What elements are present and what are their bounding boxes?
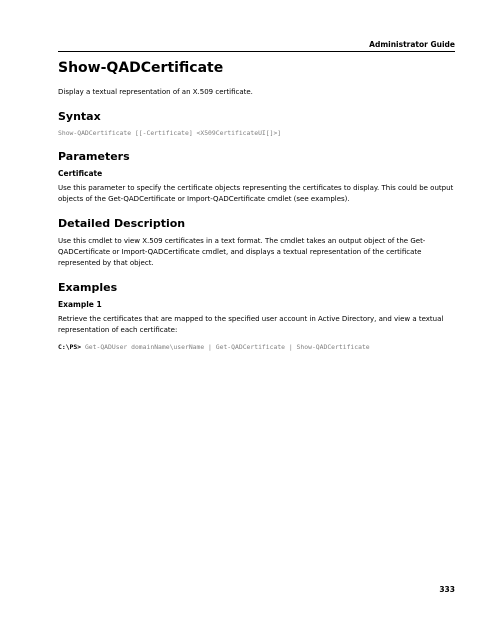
example-title: Example 1 [58,300,102,309]
running-header: Administrator Guide [369,40,455,49]
parameter-name: Certificate [58,169,103,178]
detailed-description-text: Use this cmdlet to view X.509 certificates in a text format. The cmdlet takes an output object of the Get-QADCertificate or Import-QADCertificate cmdlet, and displays a textual representation of the certificate represented by that object. [58,237,426,267]
detailed-description-heading: Detailed Description [58,217,186,230]
page-number: 333 [439,585,455,594]
header-rule [58,51,455,52]
parameter-description: Use this parameter to specify the certificate objects representing the certificates to display. This could be output objects of the Get-QADCertificate or Import-QADCertificate cmdlet (see examples). [58,184,454,203]
syntax-code: Show-QADCertificate [[-Certificate] <X509CertificateUI[]>] [58,129,282,137]
example-text: Retrieve the certificates that are mapped to the specified user account in Active Directory, and view a textual representation of each certificate: [58,315,444,334]
parameters-heading: Parameters [58,150,130,163]
example-prompt: C:\PS> [58,343,82,351]
example-command: Get-QADUser domainName\userName | Get-QADCertificate | Show-QADCertificate [81,343,370,351]
page-content [58,60,455,351]
example-code [58,343,455,351]
page-title: Show-QADCertificate [58,60,224,76]
syntax-heading: Syntax [58,110,101,123]
examples-heading: Examples [58,281,118,294]
cmdlet-description: Display a textual representation of an X.509 certificate. [58,88,253,96]
